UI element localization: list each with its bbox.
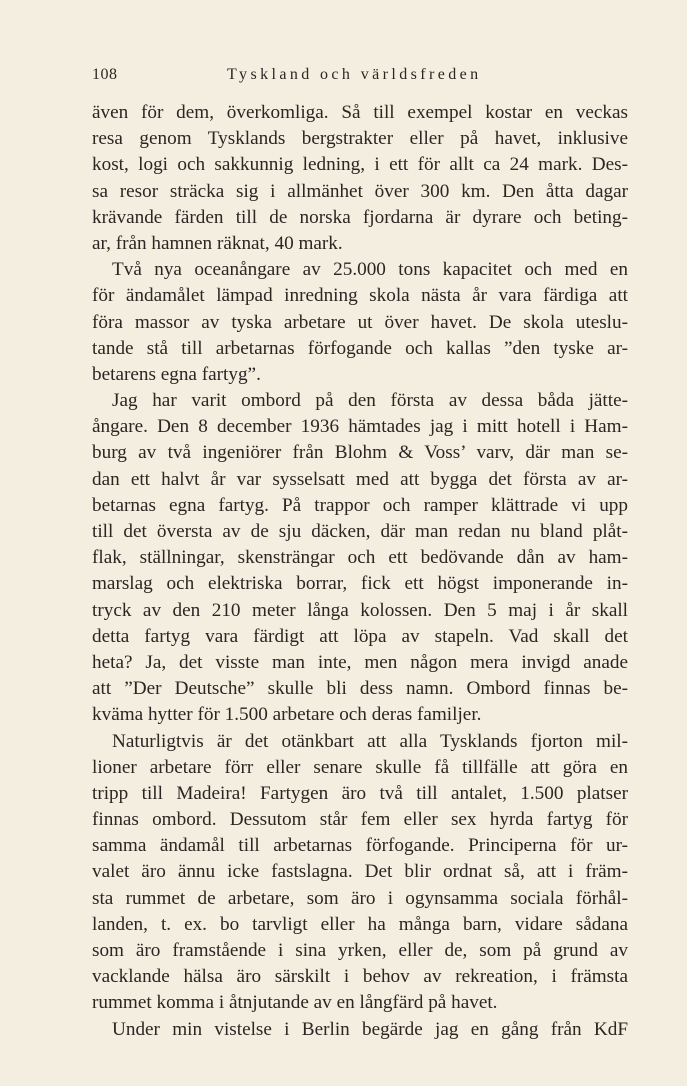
text-line: även för dem, överkomliga. Så till exempel kostar en veckas (92, 102, 628, 123)
text-line: Under min vistelse i Berlin begärde jag en gång från KdF (112, 1018, 628, 1040)
text-line: flak, ställningar, skensträngar och ett bedövande dån av ham- (92, 547, 628, 569)
text-line: sa resor sträcka sig i allmänhet över 300 km. Den åtta dagar (92, 180, 628, 202)
text-line: finnas ombord. Dessutom står fem eller sex hyrda fartyg för (92, 809, 628, 831)
text-line: betarnas egna fartyg. På trappor och ramper klättrade vi upp (92, 494, 628, 516)
text-line: att ”Der Deutsche” skulle bli dess namn. Ombord finnas be- (92, 678, 628, 700)
text-line: ångare. Den 8 december 1936 hämtades jag i mitt hotell i Ham- (92, 416, 628, 438)
text-line: heta? Ja, det visste man inte, men någon mera invigd anade (92, 651, 628, 673)
text-line: vacklande hälsa äro särskilt i behov av rekreation, i främsta (92, 966, 628, 988)
page-header (92, 66, 628, 88)
text-line: föra massor av tyska arbetare ut över havet. De skola uteslu- (92, 311, 628, 333)
text-line: lioner arbetare förr eller senare skulle få tillfälle att göra en (92, 756, 628, 778)
text-line: tripp till Madeira! Fartygen äro två till antalet, 1.500 platser (92, 782, 628, 804)
text-line: kväma hytter för 1.500 arbetare och deras familjer. (92, 704, 482, 726)
text-line: till det översta av de sju däcken, där man redan nu bland plåt- (92, 521, 628, 542)
text-line: som äro framstående i sina yrken, eller de, som på grund av (92, 940, 628, 961)
text-line: ar, från hamnen räknat, 40 mark. (92, 232, 343, 254)
body-text (92, 100, 628, 1043)
text-line: burg av två ingeniörer från Blohm & Voss’ varv, där man se- (92, 442, 628, 464)
text-line: rummet komma i åtnjutande av en långfärd på havet. (92, 992, 498, 1014)
running-title: Tyskland och världsfreden (227, 66, 482, 83)
text-line: sta rummet de arbetare, som äro i ogynsamma sociala förhål- (92, 887, 628, 909)
text-line: samma ändamål till arbetarnas förfogande. Principerna för ur- (92, 835, 628, 857)
text-line: marslag och elektriska borrar, fick ett högst imponerande in- (92, 573, 628, 595)
text-line: kost, logi och sakkunnig ledning, i ett för allt ca 24 mark. Des- (92, 154, 628, 176)
text-line: Jag har varit ombord på den första av dessa båda jätte- (112, 390, 628, 412)
text-line: landen, t. ex. bo tarvligt eller ha många barn, vidare sådana (92, 913, 628, 935)
text-line: tande stå till arbetarnas förfogande och kallas ”den tyske ar- (92, 337, 628, 359)
text-line: för ändamålet lämpad inredning skola nästa år vara färdiga att (92, 285, 628, 307)
text-line: Två nya oceanångare av 25.000 tons kapacitet och med en (112, 259, 628, 281)
text-line: detta fartyg vara färdigt att löpa av stapeln. Vad skall det (92, 625, 628, 647)
text-line: resa genom Tysklands bergstrakter eller på havet, inklusive (92, 128, 628, 150)
text-line: krävande färden till de norska fjordarna är dyrare och beting- (92, 206, 628, 228)
text-line: tryck av den 210 meter långa kolossen. Den 5 maj i år skall (92, 599, 628, 621)
text-line: valet äro ännu icke fastslagna. Det blir ordnat så, att i främ- (92, 861, 628, 883)
text-line: betarens egna fartyg”. (92, 363, 261, 385)
page-number: 108 (92, 66, 118, 83)
text-line: dan ett halvt år var sysselsatt med att bygga det första av ar- (92, 468, 628, 490)
text-line: Naturligtvis är det otänkbart att alla Tysklands fjorton mil- (112, 730, 628, 752)
